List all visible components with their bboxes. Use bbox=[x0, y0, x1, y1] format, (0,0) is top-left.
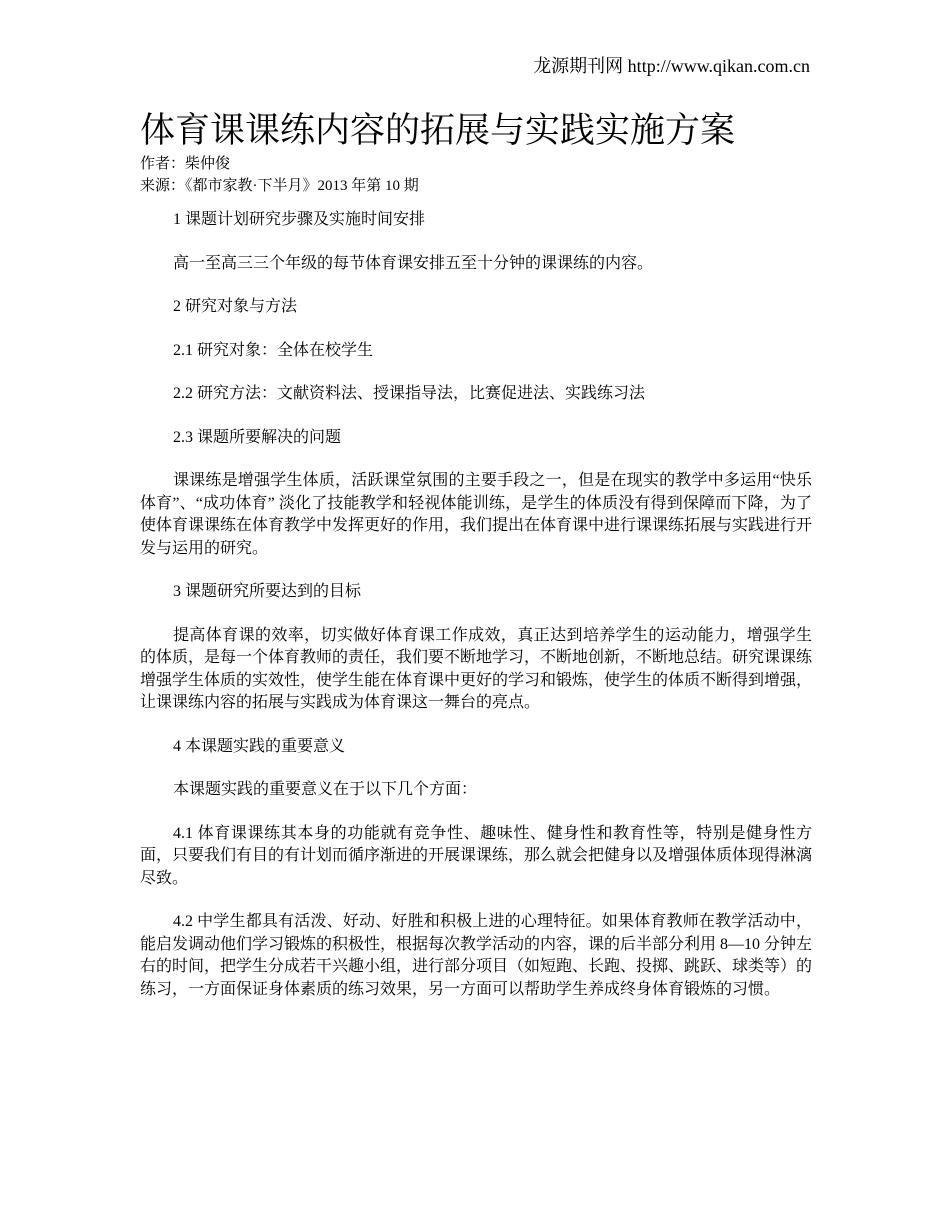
paragraph: 提高体育课的效率，切实做好体育课工作成效，真正达到培养学生的运动能力，增强学生的体质，是每一个体育教师的责任，我们要不断地学习，不断地创新，不断地总结。研究课课练增强学生体质的实效性，使学生能在体育课中更好的学习和锻炼，使学生的体质不断得到增强，让课课练内容的拓展与实践成为体育课这一舞台的亮点。 bbox=[140, 626, 813, 711]
article bbox=[140, 109, 812, 1022]
article-body bbox=[140, 209, 812, 1001]
section-heading: 2 研究对象与方法 bbox=[173, 298, 298, 315]
section-heading: 2.3 课题所要解决的问题 bbox=[173, 428, 342, 446]
paragraph: 高一至高三三个年级的每节体育课安排五至十分钟的课课练的内容。 bbox=[173, 254, 654, 272]
paragraph: 本课题实践的重要意义在于以下几个方面： bbox=[173, 781, 478, 798]
paragraph: 4.1 体育课课练其本身的功能就有竞争性、趣味性、健身性和教育性等，特别是健身性方面，只要我们有目的有计划而循序渐进的开展课课练，那么就会把健身以及增强体质体现得淋漓尽致。 bbox=[140, 824, 813, 887]
paragraph: 2.2 研究方法：文献资料法、授课指导法，比赛促进法、实践练习法 bbox=[173, 385, 646, 402]
article-source: 来源：《都市家教·下半月》2013 年第 10 期 bbox=[140, 178, 419, 194]
paragraph: 2.1 研究对象：全体在校学生 bbox=[173, 341, 374, 359]
article-title: 体育课课练内容的拓展与实践实施方案 bbox=[140, 111, 736, 150]
section-heading: 1 课题计划研究步骤及实施时间安排 bbox=[173, 211, 426, 228]
section-heading: 3 课题研究所要达到的目标 bbox=[173, 583, 362, 600]
paragraph: 4.2 中学生都具有活泼、好动、好胜和积极上进的心理特征。如果体育教师在教学活动中，能启发调动他们学习锻炼的积极性，根据每次教学活动的内容，课的后半部分利用 8—10 分钟左右的时间，把学生分成若干兴趣小组，进行部分项目（如短跑、长跑、投掷、跳跃、球类等）的练习，一方面保证身体素质的练习效果，另一方面可以帮助学生养成终身体育锻炼的习惯。 bbox=[140, 913, 813, 998]
site-header: 龙源期刊网 http://www.qikan.com.cn bbox=[533, 56, 810, 76]
section-heading: 4 本课题实践的重要意义 bbox=[173, 737, 346, 755]
article-author: 作者：柴仲俊 bbox=[140, 156, 231, 172]
paragraph: 课课练是增强学生体质，活跃课堂氛围的主要手段之一，但是在现实的教学中多运用“快乐体育”、“成功体育” 淡化了技能教学和轻视体能训练，是学生的体质没有得到保障而下降，为了使体育课课练在体育教学中发挥更好的作用，我们提出在体育课中进行课课练拓展与实践进行开发与运用的研究。 bbox=[140, 472, 813, 557]
